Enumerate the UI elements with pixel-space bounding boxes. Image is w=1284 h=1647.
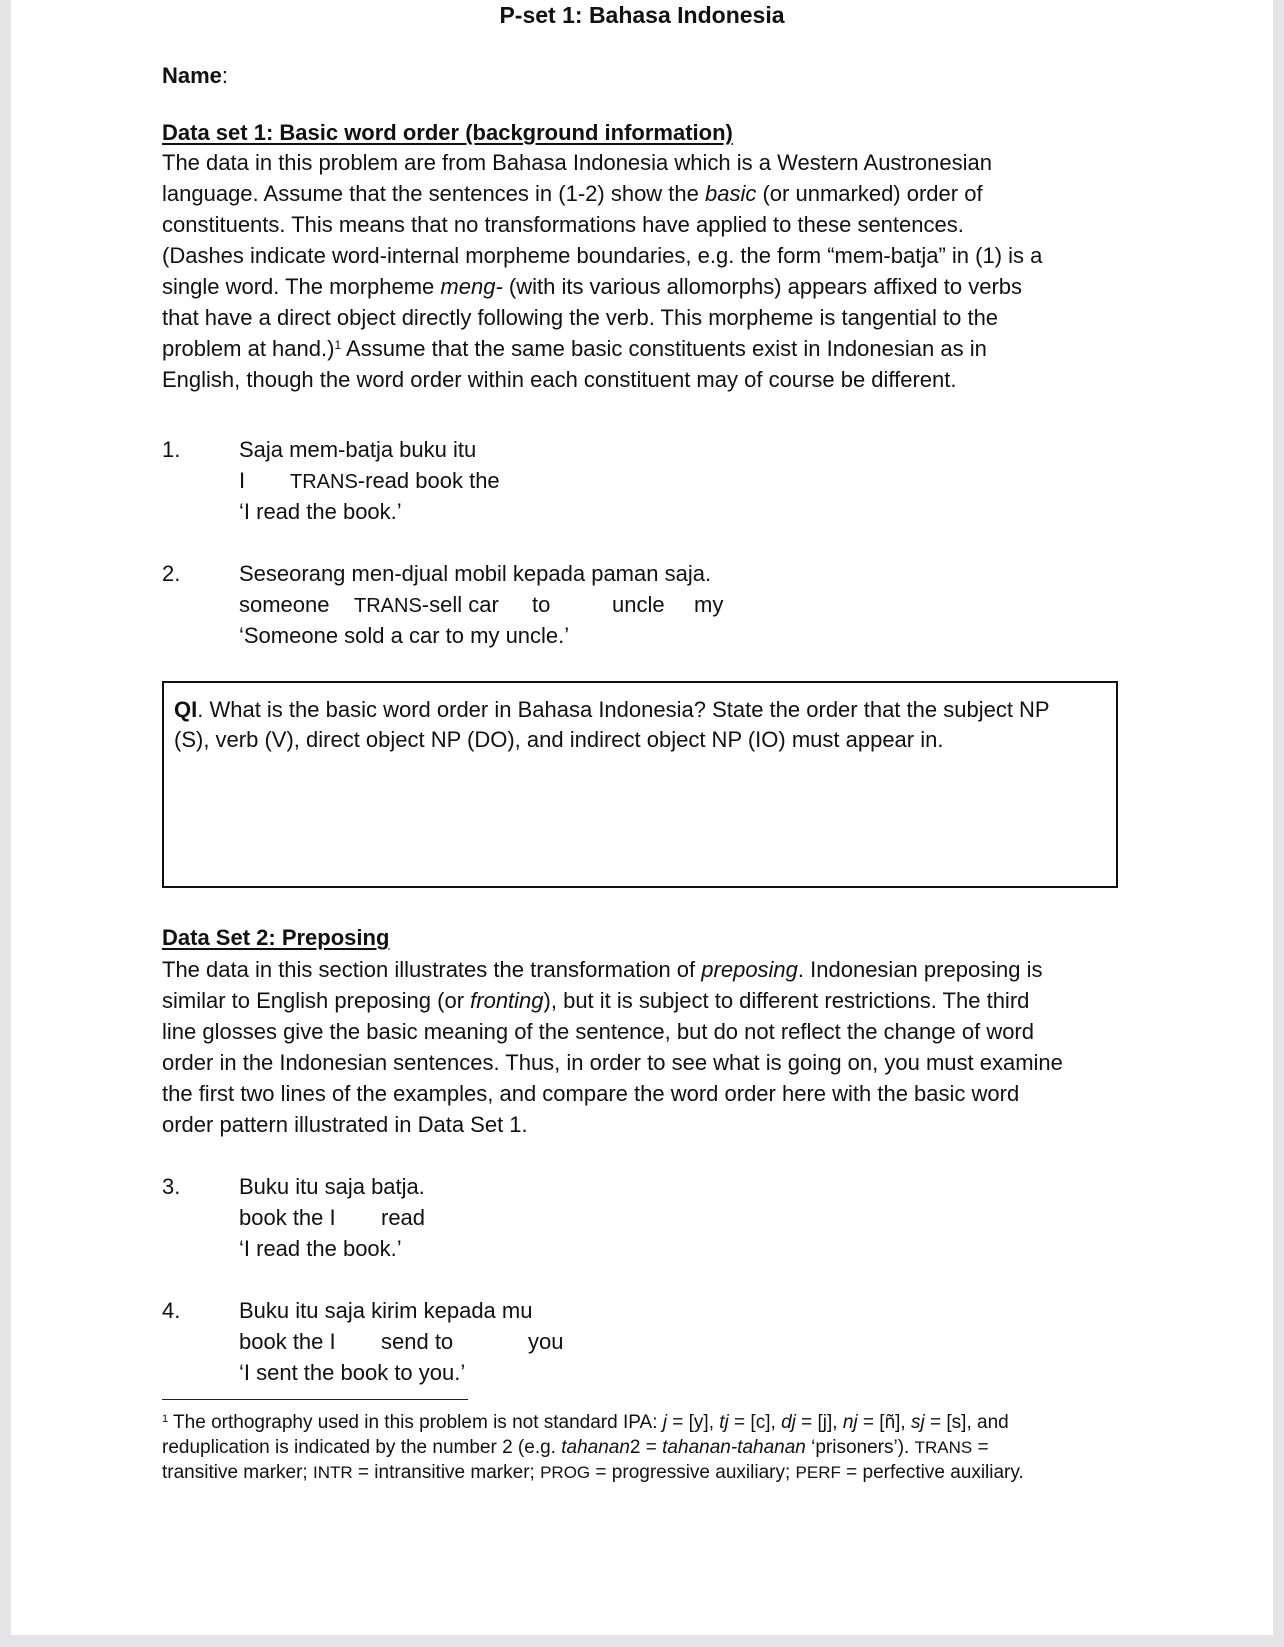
paragraph-line: single word. The morpheme meng- (with its various allomorphs) appears affixed to verbs: [162, 274, 1023, 299]
footnote-divider: [162, 1399, 468, 1400]
footnote-line: $^1$ The orthography used in this problem is not standard IPA: j = [y], tj = [c], dj = [j], nj = [ñ], sj = [s], and: [162, 1412, 1009, 1433]
section2-heading: Data Set 2: Preposing: [162, 925, 390, 950]
paragraph-line: The data in this problem are from Bahasa Indonesia which is a Western Austronesian: [162, 150, 992, 175]
example-translation: ‘Someone sold a car to my uncle.’: [239, 623, 570, 648]
example-source-line: Buku itu saja batja.: [239, 1174, 425, 1199]
paragraph-line: order in the Indonesian sentences. Thus, in order to see what is going on, you must examine: [162, 1050, 1063, 1075]
example-translation: ‘I sent the book to you.’: [239, 1360, 466, 1385]
section1-heading: Data set 1: Basic word order (background information): [162, 120, 733, 145]
document-page: P-set 1: Bahasa Indonesia Name: Data set 1: Basic word order (background information) The data in this problem are from Bahasa Indonesia which is a Western Austronesian language. Assume that the sentences in (1-2) show the basic (or unmarked) order of constituents. This means that no transformations have applied to these sentences. (Dashes indicate word-internal morpheme boundaries, e.g. the form “mem-batja” in (1) is a single word. The morpheme meng- (with its various allomorphs) appears affixed to verbs that have a direct object directly following the verb. This morpheme is tangential to the problem at hand.)$^1$ Assume that the same basic constituents exist in Indonesian as in English, though the word order within each constituent may of course be different. 1. Saja mem-batja buku itu I TRANS-read book the ‘I read the book.’ 2. Seseorang men-djual mobil kepada paman saja. someone TRANS-sell car to uncle my ‘Someone sold a car to my uncle.’ QI. What is the basic word order in Bahasa Indonesia? State the order that the subject NP (S), verb (V), direct object NP (DO), and indirect object NP (IO) must appear in. Data Set 2: Preposing The data in this section illustrates the transformation of preposing. Indonesian preposing is similar to English preposing (or fronting), but it is subject to different restrictions. The third line glosses give the basic meaning of the sentence, but do not reflect the change of word order in the Indonesian sentences. Thus, in order to see what is going on, you must examine the first two lines of the examples, and compare the word order here with the basic word order pattern illustrated in Data Set 1. 3. Buku itu saja batja. book the I read ‘I read the book.’ 4. Buku itu saja kirim kepada mu book the I send to you ‘I sent the book to you.’ $^1$ The orthography used in this problem is not standard IPA: j = [y], tj = [c], dj = [j], nj = [ñ], sj = [s], and reduplication is indicated by the number 2 (e.g. tahanan2 = tahanan-tahanan ‘prisoners’). TRANS = transitive marker; INTR = intransitive marker; PROG = progressive auxiliary; PERF = perfective auxiliary.: [11, 0, 1273, 1635]
paragraph-line: The data in this section illustrates the transformation of preposing. Indonesian preposing is: [162, 957, 1043, 982]
page-title: P-set 1: Bahasa Indonesia: [499, 2, 785, 28]
example-number: 1.: [162, 437, 181, 462]
question-answer-box[interactable]: [162, 681, 1118, 888]
paragraph-line: language. Assume that the sentences in (1-2) show the basic (or unmarked) order of: [162, 181, 983, 206]
gloss-trans-read: TRANS-read book the: [290, 468, 500, 493]
example-translation: ‘I read the book.’: [239, 1236, 402, 1261]
example-source-line: Saja mem-batja buku itu: [239, 437, 477, 462]
example-number: 2.: [162, 561, 181, 586]
paragraph-line: English, though the word order within each constituent may of course be different.: [162, 367, 957, 392]
question-text-line: QI. What is the basic word order in Bahasa Indonesia? State the order that the subject NP: [174, 697, 1050, 722]
paragraph-line: similar to English preposing (or fronting), but it is subject to different restrictions. The third: [162, 988, 1030, 1013]
example-number: 3.: [162, 1174, 181, 1199]
name-field-label: Name:: [162, 63, 229, 88]
paragraph-line: problem at hand.)$^1$ Assume that the same basic constituents exist in Indonesian as in: [162, 336, 987, 361]
footnote: [162, 1410, 1024, 1485]
question-text-line: (S), verb (V), direct object NP (DO), and indirect object NP (IO) must appear in.: [174, 727, 944, 752]
example-number: 4.: [162, 1298, 181, 1323]
footnote-line: reduplication is indicated by the number 2 (e.g. tahanan2 = tahanan-tahanan ‘prisoners’). TRANS =: [162, 1437, 989, 1458]
example-source-line: Seseorang men-djual mobil kepada paman saja.: [239, 561, 712, 586]
paragraph-line: (Dashes indicate word-internal morpheme boundaries, e.g. the form “mem-batja” in (1) is a: [162, 243, 1043, 268]
paragraph-line: that have a direct object directly following the verb. This morpheme is tangential to the: [162, 305, 999, 330]
section2-paragraph: [162, 954, 1063, 1140]
footnote-line: transitive marker; INTR = intransitive marker; PROG = progressive auxiliary; PERF = perfective auxiliary.: [162, 1462, 1024, 1483]
paragraph-line: line glosses give the basic meaning of the sentence, but do not reflect the change of word: [162, 1019, 1034, 1044]
example-translation: ‘I read the book.’: [239, 499, 402, 524]
gloss-trans-sell: TRANS-sell car: [354, 592, 499, 617]
paragraph-line: the first two lines of the examples, and compare the word order here with the basic word: [162, 1081, 1020, 1106]
example-source-line: Buku itu saja kirim kepada mu: [239, 1298, 533, 1323]
footnote-marker: 1: [334, 338, 342, 352]
footnote-marker: 1: [162, 1413, 169, 1425]
paragraph-line: constituents. This means that no transformations have applied to these sentences.: [162, 212, 964, 237]
question-label: QI: [174, 697, 198, 722]
paragraph-line: order pattern illustrated in Data Set 1.: [162, 1112, 528, 1137]
section1-paragraph: [162, 147, 1042, 395]
